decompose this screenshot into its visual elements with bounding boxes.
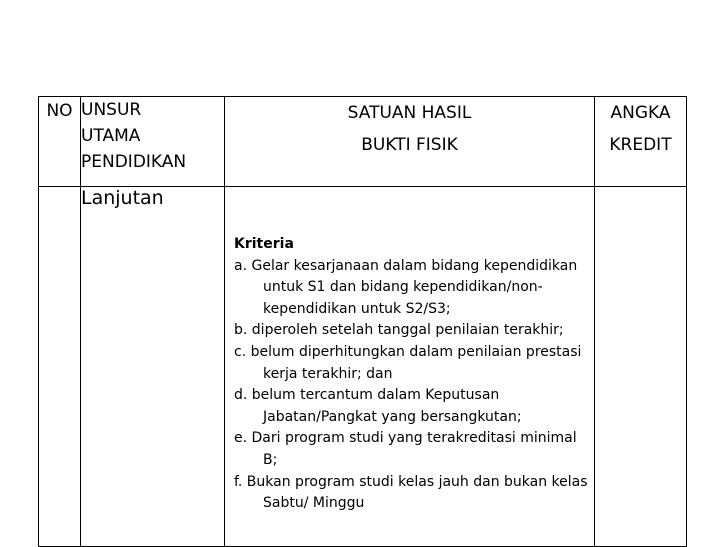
- criteria-item: a. Gelar kesarjanaan dalam bidang kependidikan untuk S1 dan bidang kependidikan/non-kependidikan untuk S2/S3;: [234, 257, 578, 317]
- header-unsur-line: UNSUR: [81, 100, 142, 120]
- header-satuan: [225, 97, 595, 187]
- criteria-list: [225, 187, 594, 515]
- header-satuan-line: SATUAN HASIL: [347, 103, 472, 123]
- header-satuan-line: BUKTI FISIK: [361, 135, 458, 155]
- criteria-item: c. belum diperhitungkan dalam penilaian prestasi kerja terakhir; dan: [234, 343, 582, 382]
- criteria-item: b. diperoleh setelah tanggal penilaian terakhir;: [234, 322, 564, 339]
- criteria-item: f. Bukan program studi kelas jauh dan bukan kelas Sabtu/ Minggu: [234, 473, 588, 512]
- header-angka-line: ANGKA: [610, 103, 671, 123]
- header-unsur-line: PENDIDIKAN: [81, 152, 187, 172]
- body-row: [39, 187, 687, 547]
- cell-angka: [595, 187, 687, 547]
- header-no: NO: [39, 97, 81, 187]
- cell-satuan: [225, 187, 595, 547]
- header-angka-line: KREDIT: [609, 135, 672, 155]
- header-angka: [595, 97, 687, 187]
- header-row: [39, 97, 687, 187]
- header-unsur-line: UTAMA: [81, 126, 141, 146]
- criteria-title: Kriteria: [234, 236, 294, 252]
- criteria-item: d. belum tercantum dalam Keputusan Jabatan/Pangkat yang bersangkutan;: [234, 387, 522, 425]
- criteria-item: e. Dari program studi yang terakreditasi minimal B;: [234, 430, 577, 468]
- cell-unsur: Lanjutan: [81, 187, 225, 547]
- cell-no: [39, 187, 81, 547]
- criteria-table: [38, 96, 687, 547]
- header-unsur: [81, 97, 225, 187]
